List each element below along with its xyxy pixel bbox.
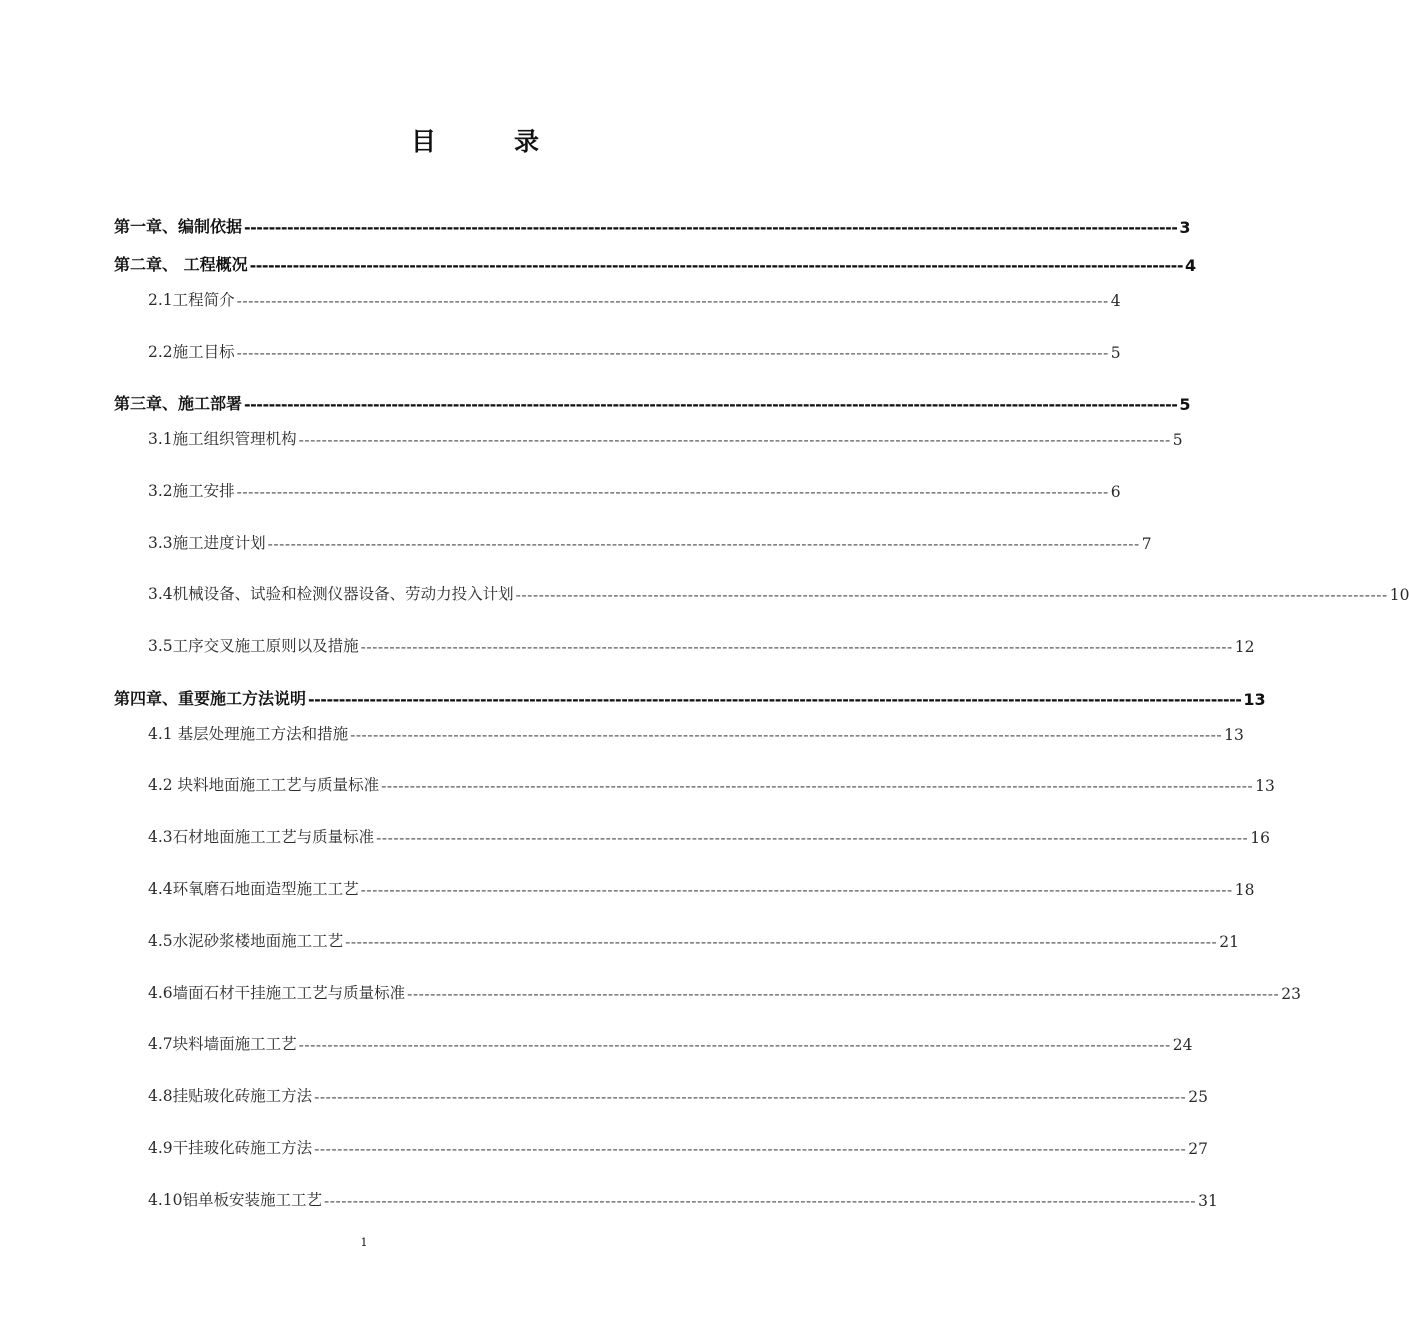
toc-leader: -------------------------------------------------------------------------------------------------------------------------------------------------------- bbox=[267, 535, 1140, 553]
toc-section-2-2[interactable] bbox=[148, 340, 1121, 362]
toc-section-3-2[interactable] bbox=[148, 479, 1121, 501]
toc-leader: -------------------------------------------------------------------------------------------------------------------------------------------------------- bbox=[249, 256, 1183, 275]
toc-section-4-1[interactable] bbox=[148, 722, 1244, 744]
toc-label: 3.1施工组织管理机构 bbox=[148, 430, 297, 448]
toc-label: 4.5水泥砂浆楼地面施工工艺 bbox=[148, 932, 344, 950]
toc-page-number: 25 bbox=[1188, 1088, 1208, 1106]
toc-page-number: 10 bbox=[1389, 586, 1409, 604]
toc-leader: -------------------------------------------------------------------------------------------------------------------------------------------------------- bbox=[298, 431, 1171, 449]
toc-label: 3.3施工进度计划 bbox=[148, 534, 266, 552]
toc-section-4-7[interactable] bbox=[148, 1032, 1193, 1054]
toc-label: 4.6墙面石材干挂施工工艺与质量标准 bbox=[148, 984, 406, 1002]
toc-label: 2.1工程简介 bbox=[148, 291, 235, 309]
toc-section-4-10[interactable] bbox=[148, 1188, 1218, 1210]
toc-page-number: 31 bbox=[1198, 1192, 1218, 1210]
title-char-1: 目 bbox=[410, 127, 436, 156]
toc-label: 4.4环氧磨石地面造型施工工艺 bbox=[148, 880, 359, 898]
page-number-footer: 1 bbox=[360, 1236, 368, 1249]
toc-section-3-3[interactable] bbox=[148, 531, 1152, 553]
toc-label: 3.5工序交叉施工原则以及措施 bbox=[148, 637, 359, 655]
toc-leader: -------------------------------------------------------------------------------------------------------------------------------------------------------- bbox=[345, 933, 1218, 951]
toc-label: 4.7块料墙面施工工艺 bbox=[148, 1035, 297, 1053]
toc-section-3-4[interactable] bbox=[148, 582, 1409, 604]
toc-label: 4.8挂贴玻化砖施工方法 bbox=[148, 1087, 313, 1105]
toc-page-number: 18 bbox=[1234, 881, 1255, 899]
toc-leader: -------------------------------------------------------------------------------------------------------------------------------------------------------- bbox=[314, 1088, 1187, 1106]
toc-section-3-5[interactable] bbox=[148, 634, 1255, 656]
toc-label: 3.2施工安排 bbox=[148, 482, 235, 500]
toc-section-4-6[interactable] bbox=[148, 981, 1301, 1003]
toc-leader: -------------------------------------------------------------------------------------------------------------------------------------------------------- bbox=[515, 586, 1388, 604]
toc-page-number: 7 bbox=[1141, 535, 1152, 553]
toc-page-number: 13 bbox=[1243, 690, 1266, 709]
toc-page-number: 6 bbox=[1110, 483, 1121, 501]
toc-page-number: 13 bbox=[1255, 777, 1275, 795]
toc-leader: -------------------------------------------------------------------------------------------------------------------------------------------------------- bbox=[314, 1140, 1187, 1158]
toc-leader: -------------------------------------------------------------------------------------------------------------------------------------------------------- bbox=[298, 1036, 1171, 1054]
toc-label: 第一章、编制依据 bbox=[114, 217, 243, 236]
toc-label: 第二章、 工程概况 bbox=[114, 255, 248, 274]
toc-page-number: 23 bbox=[1281, 985, 1301, 1003]
toc-page-number: 5 bbox=[1110, 344, 1121, 362]
toc-section-4-3[interactable] bbox=[148, 825, 1270, 847]
toc-leader: -------------------------------------------------------------------------------------------------------------------------------------------------------- bbox=[407, 985, 1280, 1003]
toc-leader: -------------------------------------------------------------------------------------------------------------------------------------------------------- bbox=[236, 483, 1109, 501]
toc-section-4-8[interactable] bbox=[148, 1084, 1208, 1106]
toc-section-3-1[interactable] bbox=[148, 427, 1183, 449]
toc-label: 2.2施工目标 bbox=[148, 343, 235, 361]
toc-leader: -------------------------------------------------------------------------------------------------------------------------------------------------------- bbox=[360, 881, 1233, 899]
toc-leader: -------------------------------------------------------------------------------------------------------------------------------------------------------- bbox=[244, 218, 1178, 237]
toc-chapter-1[interactable] bbox=[114, 214, 1191, 237]
toc-label: 4.1 基层处理施工方法和措施 bbox=[148, 725, 349, 743]
toc-chapter-3[interactable] bbox=[114, 391, 1191, 414]
toc-label: 4.3石材地面施工工艺与质量标准 bbox=[148, 828, 375, 846]
toc-label: 4.2 块料地面施工工艺与质量标准 bbox=[148, 776, 380, 794]
toc-label: 第四章、重要施工方法说明 bbox=[114, 689, 307, 708]
toc-page-number: 12 bbox=[1234, 638, 1255, 656]
toc-label: 4.10铝单板安装施工工艺 bbox=[148, 1191, 323, 1209]
toc-leader: -------------------------------------------------------------------------------------------------------------------------------------------------------- bbox=[324, 1192, 1197, 1210]
toc-leader: -------------------------------------------------------------------------------------------------------------------------------------------------------- bbox=[244, 395, 1178, 414]
toc-label: 4.9干挂玻化砖施工方法 bbox=[148, 1139, 313, 1157]
toc-page-number: 27 bbox=[1188, 1140, 1208, 1158]
toc-page-number: 13 bbox=[1224, 726, 1244, 744]
toc-section-2-1[interactable] bbox=[148, 288, 1121, 310]
toc-leader: -------------------------------------------------------------------------------------------------------------------------------------------------------- bbox=[376, 829, 1249, 847]
toc-section-4-9[interactable] bbox=[148, 1136, 1208, 1158]
toc-page-number: 4 bbox=[1184, 256, 1197, 275]
toc-page-number: 5 bbox=[1179, 395, 1191, 414]
toc-leader: -------------------------------------------------------------------------------------------------------------------------------------------------------- bbox=[236, 344, 1109, 362]
toc-page-number: 24 bbox=[1172, 1036, 1193, 1054]
toc-label: 第三章、施工部署 bbox=[114, 394, 243, 413]
toc-page-number: 4 bbox=[1110, 292, 1121, 310]
toc-chapter-2[interactable] bbox=[114, 252, 1197, 275]
toc-leader: -------------------------------------------------------------------------------------------------------------------------------------------------------- bbox=[360, 638, 1233, 656]
toc-section-4-5[interactable] bbox=[148, 929, 1239, 951]
toc-chapter-4[interactable] bbox=[114, 686, 1266, 709]
toc-page-number: 5 bbox=[1172, 431, 1183, 449]
toc-page-number: 21 bbox=[1219, 933, 1239, 951]
toc-label: 3.4机械设备、试验和检测仪器设备、劳动力投入计划 bbox=[148, 585, 514, 603]
toc-section-4-2[interactable] bbox=[148, 773, 1275, 795]
toc-leader: -------------------------------------------------------------------------------------------------------------------------------------------------------- bbox=[381, 777, 1254, 795]
toc-leader: -------------------------------------------------------------------------------------------------------------------------------------------------------- bbox=[308, 690, 1242, 709]
toc-leader: -------------------------------------------------------------------------------------------------------------------------------------------------------- bbox=[236, 292, 1109, 310]
page-title bbox=[0, 122, 950, 158]
toc-page-number: 16 bbox=[1250, 829, 1270, 847]
toc-leader: -------------------------------------------------------------------------------------------------------------------------------------------------------- bbox=[350, 726, 1223, 744]
toc-page-number: 3 bbox=[1179, 218, 1191, 237]
title-char-2: 录 bbox=[514, 127, 540, 156]
toc-section-4-4[interactable] bbox=[148, 877, 1255, 899]
